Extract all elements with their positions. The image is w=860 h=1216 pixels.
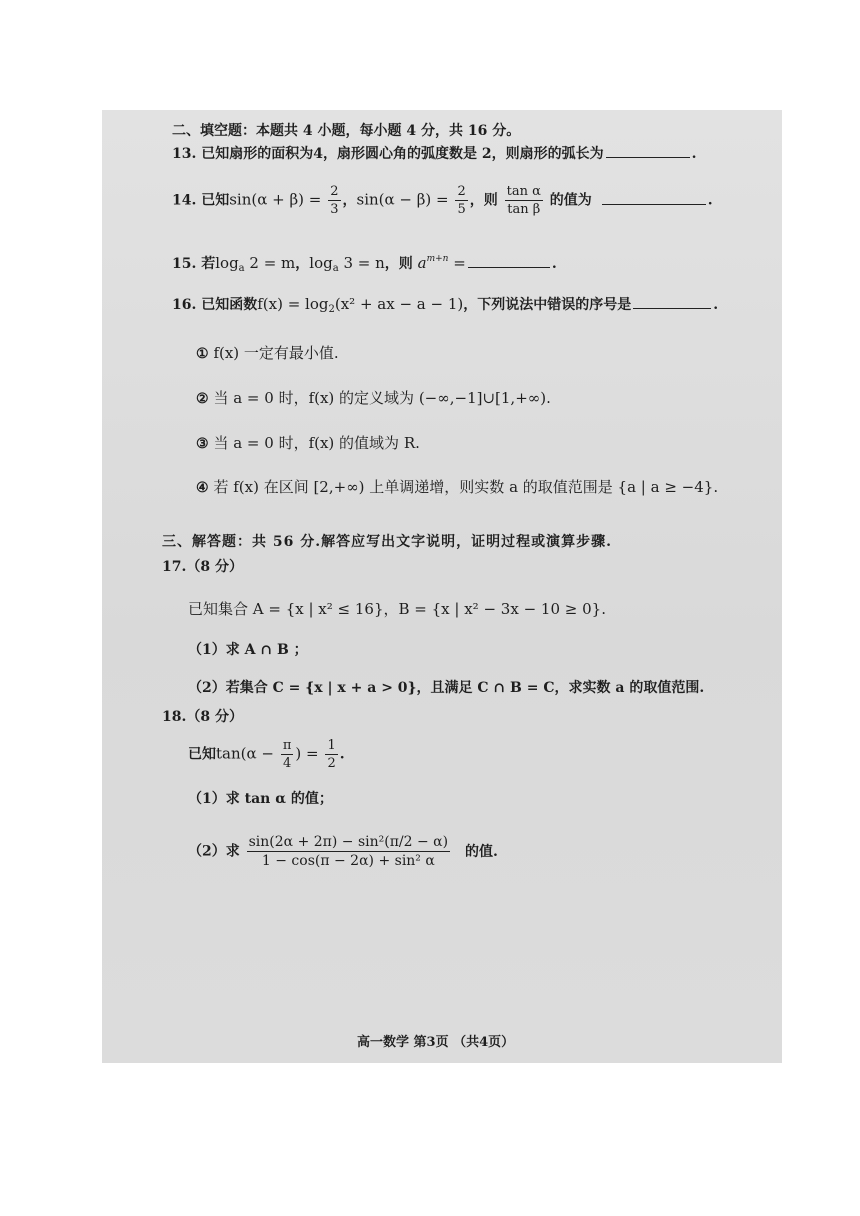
question-18-part-2: （2）求 $\frac{\text{sin(2α + 2π) − sin²(π/2 − α)}}{\text{1 − cos(π − 2α) + sin² α}}$ 的值. [188,834,498,869]
option-item: ③ 当 a = 0 时，f(x) 的值域为 R. [196,434,420,452]
answer-blank [602,204,706,205]
question-18-part-1: （1）求 tan α 的值； [188,791,333,807]
question-18-header: 18.（8 分） [162,709,243,725]
question-number: 15. [172,256,197,272]
question-14: 14. 已知sin(α + β) = $\frac{2}{3}$ ，sin(α − β) = $\frac{2}{5}$ ，则 $\frac{\text{tan α}}{\text{tan β}}$ 的值为 . [172,184,713,217]
option-item: ① f(x) 一定有最小值. [196,344,339,362]
math-expression: sin(α + β) = [229,190,322,209]
answer-blank [606,157,690,158]
answer-blank [633,308,711,309]
question-17-given: 已知集合 A = {x | x² ≤ 16}，B = {x | x² − 3x − 10 ≥ 0}. [188,600,606,618]
question-17-part-1: （1）求 A ∩ B ； [188,642,308,658]
math-expression: sin(α − β) = [356,190,449,209]
expression-fraction: $\frac{\text{sin(2α + 2π) − sin²(π/2 − α)}}{\text{1 − cos(π − 2α) + sin² α}}$ [248,834,449,869]
math-expression: $\log_a 2 = m$ [215,254,296,274]
question-15: 15. 若$\log_a 2 = m$，$\log_a 3 = n$，则 $a^{m+n}$ = . [172,254,557,274]
math-expression: $a^{m+n}$ = [417,254,466,272]
answer-blank [468,267,550,268]
fraction: $\frac{2}{5}$ [457,184,466,217]
ratio-fraction: $\frac{\text{tan α}}{\text{tan β}}$ [506,184,541,217]
page-footer: 高一数学 第3页 （共4页） [357,1035,515,1050]
math-expression: $f(x) = \log_2(x^2$ + ax − a − 1) [257,295,464,315]
fraction: $\frac{1}{2}$ [327,738,336,771]
question-number: 14. [172,192,197,209]
question-text: 已知扇形的面积为4，扇形圆心角的弧度数是 2，则扇形的弧长为 [201,146,604,162]
question-16: 16. 已知函数$f(x) = \log_2(x^2$ + ax − a − 1)，下列说法中错误的序号是 . [172,295,719,315]
question-13: 13. 已知扇形的面积为4，扇形圆心角的弧度数是 2，则扇形的弧长为 . [172,146,697,162]
exam-page [102,110,782,1063]
option-item: ④ 若 f(x) 在区间 [2,+∞) 上单调递增，则实数 a 的取值范围是 {a | a ≥ −4}. [196,478,719,496]
question-number: 13. [172,146,197,162]
question-17-header: 17.（8 分） [162,559,243,575]
fraction: $\frac{\pi}{4}$ [282,738,292,771]
question-18-given: 已知tan(α − $\frac{\pi}{4}$ ) = $\frac{1}{2}$ . [188,738,345,771]
math-expression: $\log_a 3 = n$ [309,254,385,274]
fraction: $\frac{2}{3}$ [330,184,339,217]
question-17-part-2: （2）若集合 C = {x | x + a > 0}，且满足 C ∩ B = C，求实数 a 的取值范围. [188,680,705,696]
section-heading-solve: 三、解答题：共 56 分.解答应写出文字说明，证明过程或演算步骤. [162,534,612,550]
option-item: ② 当 a = 0 时，f(x) 的定义域为 (−∞,−1]∪[1,+∞). [196,389,551,407]
section-heading-fill-in: 二、填空题：本题共 4 小题，每小题 4 分，共 16 分。 [172,123,521,139]
question-number: 16. [172,297,197,313]
